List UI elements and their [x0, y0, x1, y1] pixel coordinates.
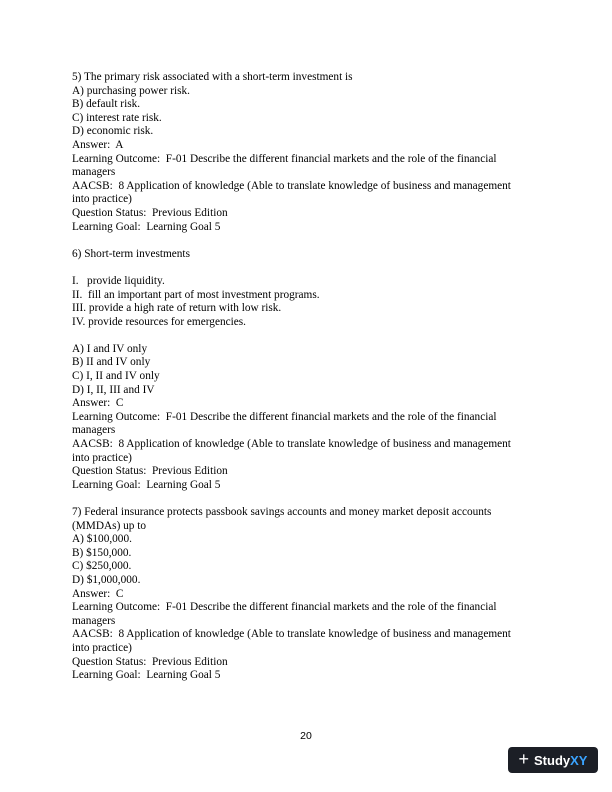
aacsb: AACSB: 8 Application of knowledge (Able to translate knowledge of business and management — [72, 628, 511, 641]
question-6 — [72, 248, 542, 493]
aacsb-cont: into practice) — [72, 641, 132, 654]
aacsb: AACSB: 8 Application of knowledge (Able to translate knowledge of business and management — [72, 179, 511, 192]
answer: Answer: C — [72, 587, 124, 600]
spacer — [72, 492, 542, 506]
choice-a: A) purchasing power risk. — [72, 84, 190, 97]
choice-c: C) I, II and IV only — [72, 370, 160, 383]
choice-d: D) $1,000,000. — [72, 573, 141, 586]
brand-name — [534, 753, 587, 768]
question-status: Question Status: Previous Edition — [72, 465, 228, 478]
statement-ii: II. fill an important part of most investment programs. — [72, 288, 320, 301]
learning-outcome-cont: managers — [72, 424, 116, 437]
statement-iv: IV. provide resources for emergencies. — [72, 315, 246, 328]
choice-b: B) $150,000. — [72, 546, 132, 559]
statement-iii: III. provide a high rate of return with low risk. — [72, 302, 282, 315]
learning-goal: Learning Goal: Learning Goal 5 — [72, 220, 221, 233]
learning-goal: Learning Goal: Learning Goal 5 — [72, 669, 221, 682]
choice-a: A) $100,000. — [72, 533, 132, 546]
page-number: 20 — [300, 730, 312, 742]
question-status: Question Status: Previous Edition — [72, 206, 228, 219]
aacsb-cont: into practice) — [72, 193, 132, 206]
studyxy-badge[interactable] — [508, 747, 598, 773]
choice-b: B) II and IV only — [72, 356, 151, 369]
spacer — [72, 234, 542, 248]
document-body — [72, 71, 542, 683]
choice-b: B) default risk. — [72, 98, 141, 111]
question-status: Question Status: Previous Edition — [72, 655, 228, 668]
learning-outcome: Learning Outcome: F-01 Describe the different financial markets and the role of the financial — [72, 410, 497, 423]
question-stem: 7) Federal insurance protects passbook savings accounts and money market deposit accounts — [72, 506, 492, 518]
learning-goal: Learning Goal: Learning Goal 5 — [72, 478, 221, 491]
choice-c: C) interest rate risk. — [72, 111, 162, 124]
spacer — [72, 261, 542, 275]
statement-i: I. provide liquidity. — [72, 274, 165, 287]
choice-c: C) $250,000. — [72, 560, 132, 573]
question-5 — [72, 71, 542, 234]
question-7 — [72, 506, 542, 683]
choice-a: A) I and IV only — [72, 342, 148, 355]
plus-icon: + — [518, 749, 530, 769]
brand-name-main: Study — [534, 752, 571, 768]
question-stem: 6) Short-term investments — [72, 247, 190, 260]
answer: Answer: A — [72, 138, 124, 151]
choice-d: D) I, II, III and IV — [72, 383, 155, 396]
aacsb-cont: into practice) — [72, 451, 132, 464]
learning-outcome: Learning Outcome: F-01 Describe the different financial markets and the role of the financial — [72, 152, 497, 165]
learning-outcome: Learning Outcome: F-01 Describe the different financial markets and the role of the financial — [72, 601, 497, 614]
brand-name-accent: XY — [570, 752, 588, 768]
question-stem: 5) The primary risk associated with a short-term investment is — [72, 71, 353, 83]
learning-outcome-cont: managers — [72, 614, 116, 627]
aacsb: AACSB: 8 Application of knowledge (Able to translate knowledge of business and management — [72, 438, 511, 451]
learning-outcome-cont: managers — [72, 166, 116, 179]
choice-d: D) economic risk. — [72, 125, 154, 138]
question-stem-cont: (MMDAs) up to — [72, 519, 147, 532]
spacer — [72, 329, 542, 343]
answer: Answer: C — [72, 397, 124, 410]
